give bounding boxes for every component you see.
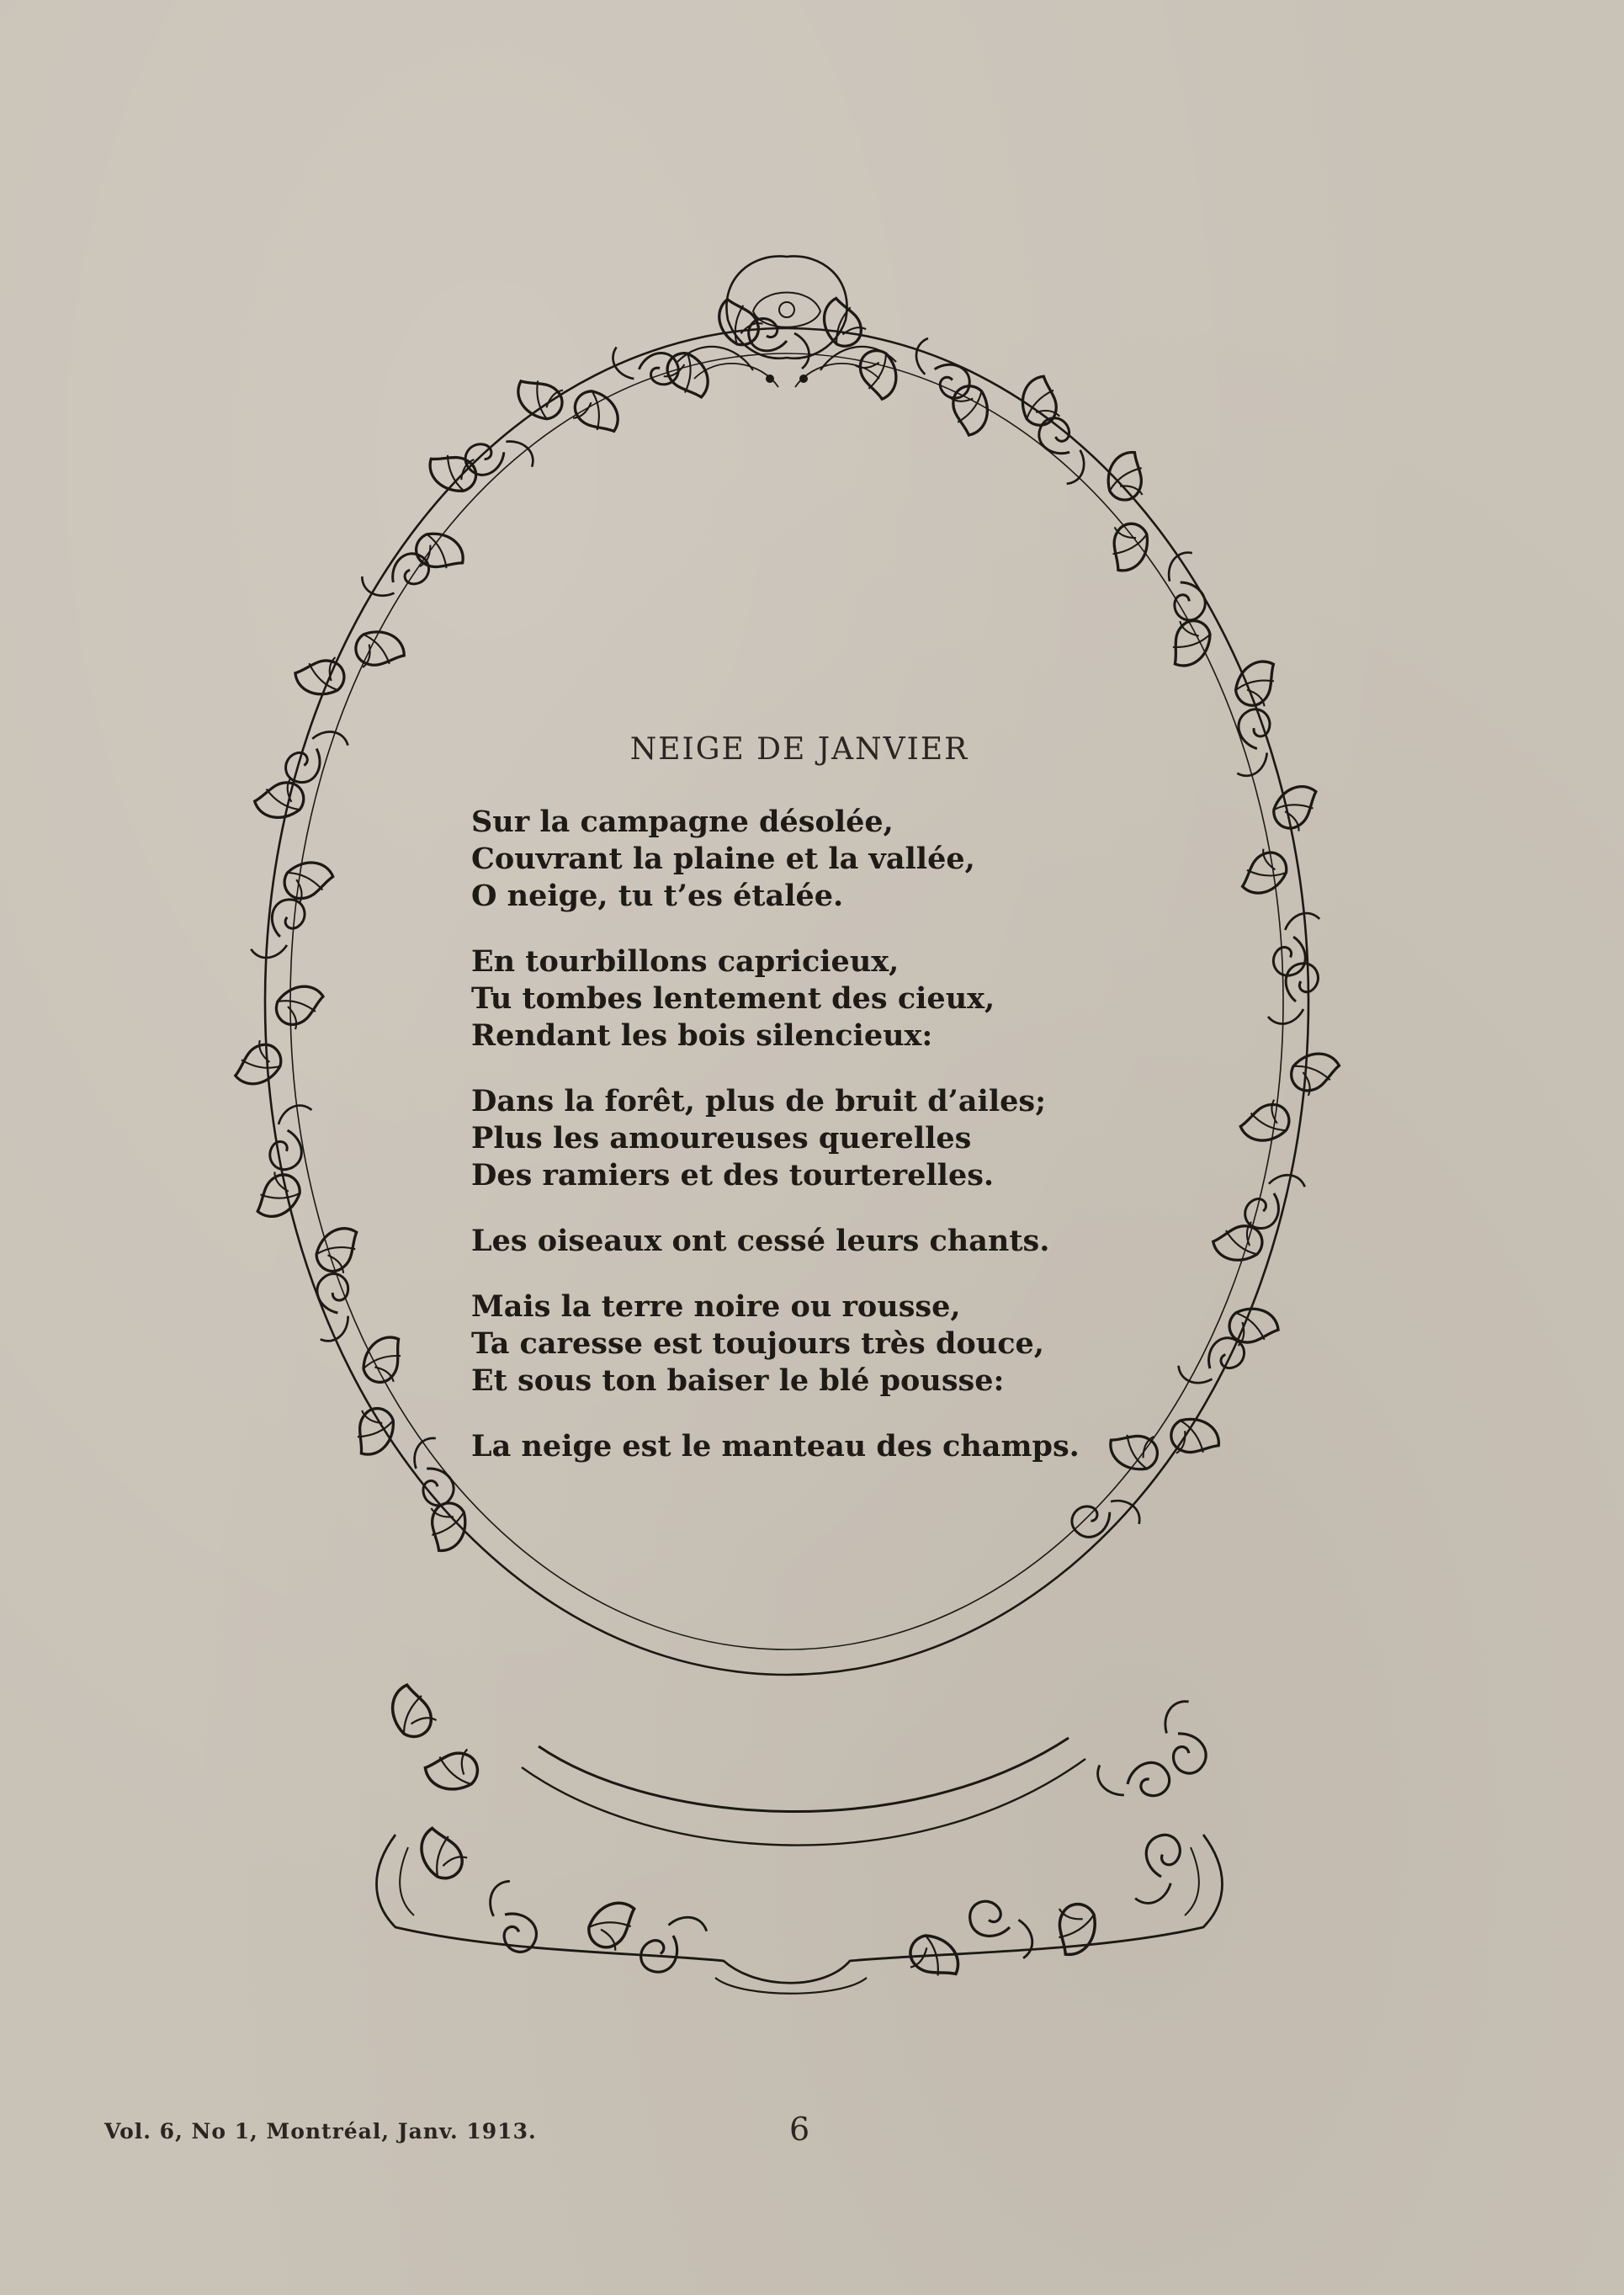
poem-title: NEIGE DE JANVIER xyxy=(629,732,969,767)
stanza xyxy=(471,1223,1161,1260)
floral-ornament-icon xyxy=(1222,1299,1283,1359)
floral-ornament-icon xyxy=(660,349,711,403)
floral-ornament-icon xyxy=(583,1899,644,1956)
floral-ornament-icon xyxy=(290,644,352,704)
poem-line: Sur la campagne désolée, xyxy=(471,805,894,839)
floral-ornament-icon xyxy=(421,1736,486,1799)
floral-ornament-icon xyxy=(295,1269,368,1346)
issue-info: Vol. 6, No 1, Montréal, Janv. 1913. xyxy=(104,2119,537,2144)
floral-ornament-icon xyxy=(252,770,309,825)
floral-ornament-icon xyxy=(248,1166,305,1221)
floral-ornament-icon xyxy=(1269,912,1324,977)
floral-ornament-icon xyxy=(907,337,979,402)
floral-ornament-icon xyxy=(1236,845,1290,896)
poem-line: La neige est le manteau des champs. xyxy=(471,1429,1080,1464)
poem-line: O neige, tu t’es étalée. xyxy=(471,879,844,913)
floral-ornament-icon xyxy=(512,366,572,428)
floral-ornament-icon xyxy=(1239,1094,1292,1145)
poem-line: Rendant les bois silencieux: xyxy=(471,1018,933,1053)
poem-line: En tourbillons capricieux, xyxy=(471,944,900,979)
poem-line: Couvrant la plaine et la vallée, xyxy=(471,842,975,876)
floral-ornament-icon xyxy=(395,1433,474,1511)
floral-ornament-icon xyxy=(1209,1211,1269,1268)
floral-ornament-icon xyxy=(310,1223,369,1280)
floral-ornament-icon xyxy=(276,986,323,1029)
floral-ornament-icon xyxy=(1095,513,1158,576)
stanza xyxy=(471,1083,1161,1194)
floral-ornament-icon xyxy=(1039,1894,1107,1961)
floral-ornament-icon xyxy=(1093,1740,1175,1816)
floral-ornament-icon xyxy=(232,1039,283,1086)
floral-ornament-icon xyxy=(281,858,335,909)
floral-ornament-icon xyxy=(261,1103,321,1172)
floral-ornament-icon xyxy=(1268,964,1318,1024)
poem-line: Dans la forêt, plus de bruit d’ailes; xyxy=(471,1084,1047,1118)
floral-ornament-icon xyxy=(1097,446,1160,509)
floral-ornament-icon xyxy=(850,347,901,401)
poem-line: Tu tombes lentement des cieux, xyxy=(471,981,995,1016)
poem-line: Les oiseaux ont cessé leurs chants. xyxy=(471,1224,1050,1258)
floral-ornament-icon xyxy=(1289,1051,1340,1098)
poem-line: Plus les amoureuses querelles xyxy=(471,1121,972,1155)
floral-ornament-icon xyxy=(1124,1832,1189,1905)
poem-line: Ta caresse est toujours très douce, xyxy=(471,1326,1044,1361)
poem-line: Et sous ton baiser le blé pousse: xyxy=(471,1363,1005,1398)
floral-ornament-icon xyxy=(636,1905,709,1984)
floral-ornament-icon xyxy=(1228,656,1289,715)
stanza xyxy=(471,804,1161,915)
floral-ornament-icon xyxy=(1268,782,1325,837)
poem xyxy=(471,732,1161,1494)
floral-ornament-icon xyxy=(250,896,305,961)
poem-line: Des ramiers et des tourterelles. xyxy=(471,1158,995,1193)
floral-ornament-icon xyxy=(423,438,486,502)
stanza xyxy=(471,1288,1161,1400)
floral-ornament-icon xyxy=(388,1683,442,1740)
floral-ornament-icon xyxy=(347,621,409,683)
stanza xyxy=(471,943,1161,1055)
page-number: 6 xyxy=(789,2111,810,2148)
floral-ornament-icon xyxy=(1144,1696,1228,1779)
floral-ornament-icon xyxy=(422,1828,467,1878)
poem-line: Mais la terre noire ou rousse, xyxy=(471,1289,961,1324)
stanza xyxy=(471,1428,1161,1465)
floral-ornament-icon xyxy=(406,523,470,586)
floral-ornament-icon xyxy=(900,1926,964,1993)
floral-ornament-icon xyxy=(1162,1408,1225,1471)
floral-ornament-icon xyxy=(341,1398,404,1461)
